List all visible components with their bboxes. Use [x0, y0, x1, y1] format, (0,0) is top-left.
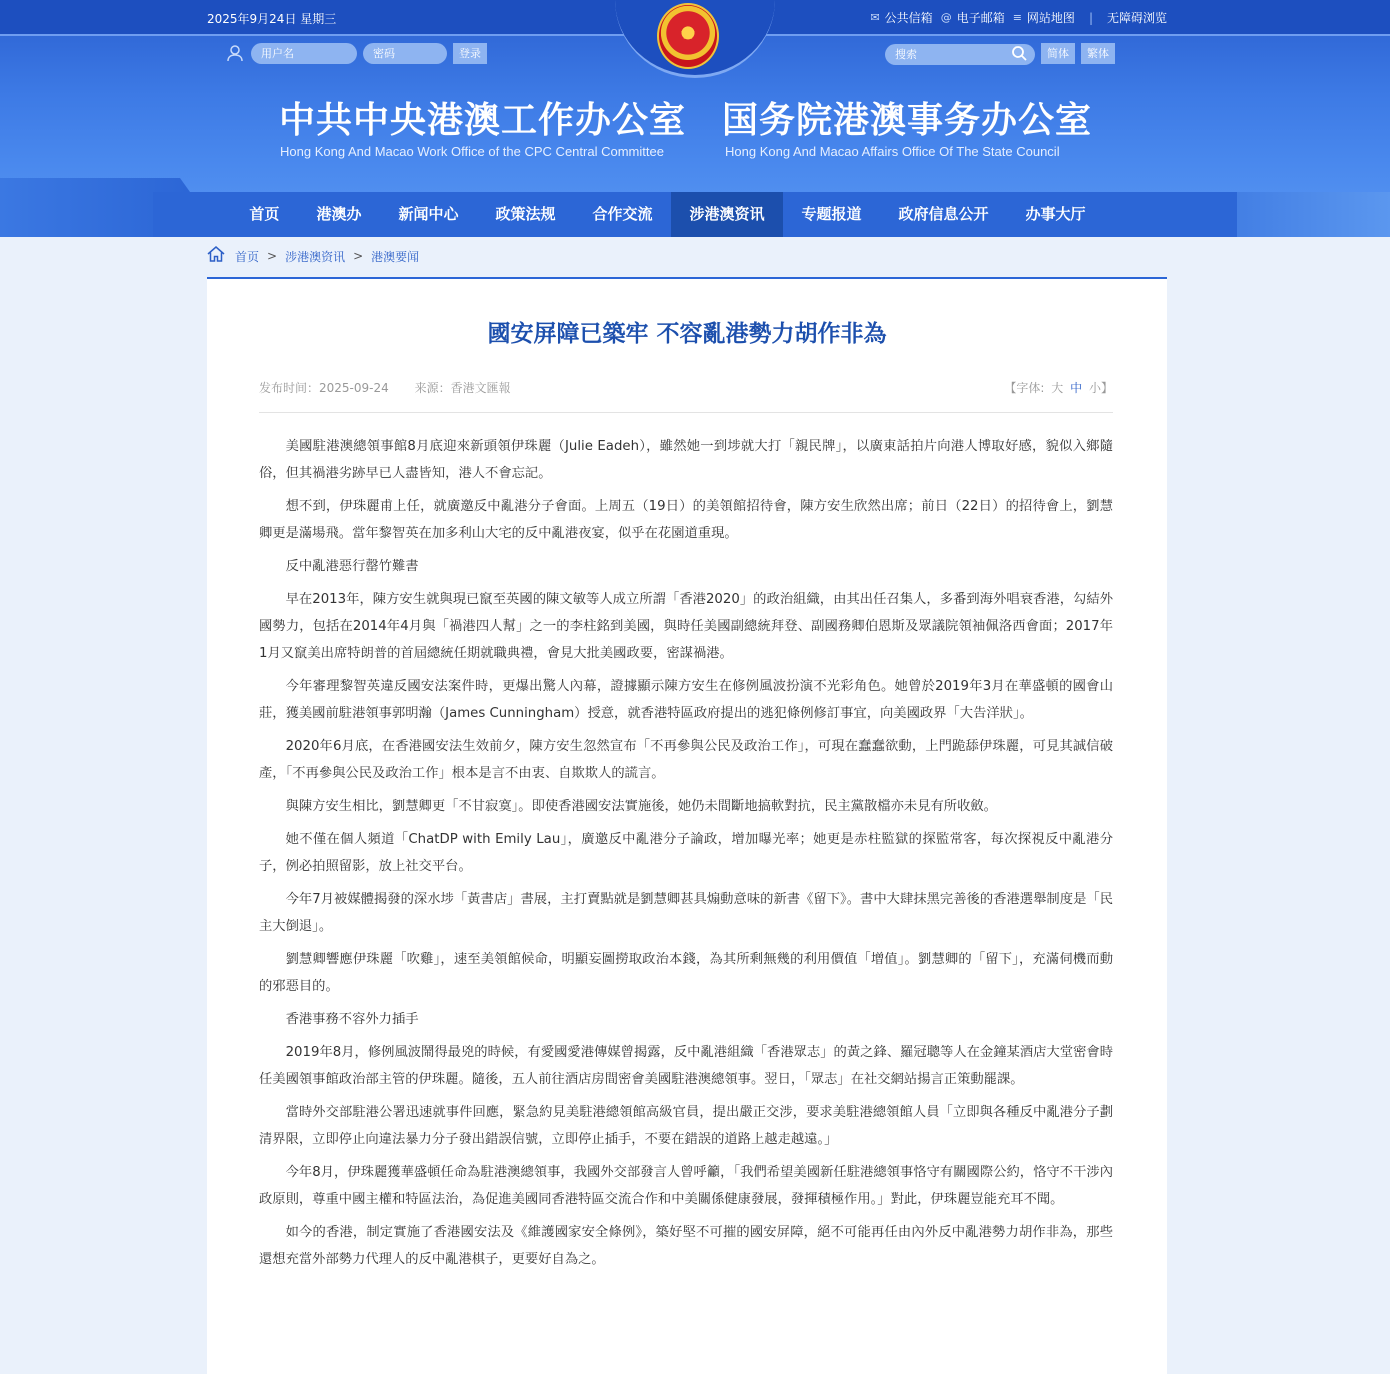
nav-item-policy[interactable]: 政策法规 [495, 205, 556, 223]
top-link-label: 公共信箱 [884, 11, 933, 25]
site-header [0, 0, 1390, 237]
mail-icon: ✉ [870, 11, 880, 24]
article-paragraph: 今年7月被媒體揭發的深水埗「黃書店」書展，主打賣點就是劉慧卿甚具煽動意味的新書《留下》。書中大肆抹黑完善後的香港選舉制度是「民主大倒退」。 [259, 892, 1113, 934]
main-nav [153, 192, 1237, 237]
article-paragraph: 今年審理黎智英違反國安法案件時，更爆出驚人內幕，證據顯示陳方安生在修例風波扮演不光彩角色。她曾於2019年3月在華盛頓的國會山莊，獲美國前駐港領事郭明瀚（James Cunningham）授意，就香港特區政府提出的逃犯條例修訂事宜，向美國政界「大告洋狀」。 [259, 679, 1113, 721]
breadcrumb-hkmacao-news[interactable]: 港澳要闻 [371, 249, 420, 264]
font-size-label: 【字体: [1004, 381, 1045, 395]
nav-item-service-hall[interactable]: 办事大厅 [1025, 205, 1086, 223]
font-size-small[interactable]: 小 [1088, 381, 1101, 395]
article-paragraph: 美國駐港澳總領事館8月底迎來新頭領伊珠麗（Julie Eadeh），雖然她一到埗就大打「親民牌」，以廣東話拍片向港人博取好感，貌似入鄉隨俗，但其禍港劣跡早已人盡皆知，港人不會忘記。 [259, 439, 1113, 481]
top-link-label: 无障碍浏览 [1106, 11, 1167, 25]
top-link-divider: | [1088, 10, 1093, 25]
top-link-email[interactable] [941, 9, 1005, 26]
top-link-sitemap[interactable] [1013, 9, 1075, 26]
national-emblem: ★ [657, 3, 719, 69]
breadcrumb [207, 246, 419, 266]
office-title-left: 中共中央港澳工作办公室 [279, 100, 687, 141]
traditional-chinese-button[interactable]: 繁体 [1081, 43, 1115, 64]
office-subtitle-right: Hong Kong And Macao Affairs Office Of The State Council [725, 144, 1060, 159]
search-box [885, 43, 1035, 64]
current-date: 2025年9月24日 星期三 [207, 12, 337, 26]
article-paragraph: 今年8月，伊珠麗獲華盛頓任命為駐港澳總領事，我國外交部發言人曾呼籲，「我們希望美國新任駐港總領事恪守有關國際公約，恪守不干涉內政原則，尊重中國主權和特區法治，為促進美國同香港特區交流合作和中美關係健康發展，發揮積極作用。」對此，伊珠麗豈能充耳不聞。 [259, 1165, 1113, 1207]
search-area [885, 43, 1115, 64]
nav-item-cooperation[interactable]: 合作交流 [592, 205, 653, 223]
nav-item-news[interactable]: 新闻中心 [398, 205, 459, 223]
top-link-label: 电子邮箱 [956, 11, 1005, 25]
top-link-label: 网站地图 [1026, 11, 1075, 25]
article-paragraph: 早在2013年，陳方安生就與現已竄至英國的陳文敏等人成立所謂「香港2020」的政治組織，由其出任召集人，多番到海外唱衰香港，勾結外國勢力，包括在2014年4月與「禍港四人幫」之一的李柱銘到美國，與時任美國副總統拜登、副國務卿伯恩斯及眾議院領袖佩洛西會面；2017年1月又竄美出席特朗普的首屆總統任期就職典禮，會見大批美國政要，密謀禍港。 [259, 592, 1113, 661]
search-icon[interactable] [1011, 45, 1027, 61]
top-link-accessibility[interactable] [1107, 9, 1167, 26]
font-size-large[interactable]: 大 [1051, 381, 1064, 395]
article-paragraph: 想不到，伊珠麗甫上任，就廣邀反中亂港分子會面。上周五（19日）的美領館招待會，陳方安生欣然出席；前日（22日）的招待會上，劉慧卿更是滿場飛。當年黎智英在加多利山大宅的反中亂港夜宴，似乎在花園道重現。 [259, 499, 1113, 541]
login-form [225, 43, 487, 64]
password-input[interactable] [363, 43, 447, 64]
article-meta [259, 379, 1113, 396]
article-title: 國安屏障已築牢 不容亂港勢力胡作非為 [487, 321, 887, 347]
article-subheading: 反中亂港惡行罄竹難書 [285, 559, 419, 574]
nav-item-hkmao[interactable]: 港澳办 [316, 205, 362, 223]
nav-item-hkmacao-info[interactable]: 涉港澳资讯 [671, 192, 783, 237]
article-paragraph: 2020年6月底，在香港國安法生效前夕，陳方安生忽然宣布「不再參與公民及政治工作」，可現在蠢蠢欲動，上門跪舔伊珠麗，可見其誠信破產，「不再參與公民及政治工作」根本是言不由衷、自欺欺人的謊言。 [259, 739, 1113, 781]
breadcrumb-hkmacao-info[interactable]: 涉港澳资讯 [285, 249, 346, 264]
article-paragraph: 她不僅在個人頻道「ChatDP with Emily Lau」，廣邀反中亂港分子論政，增加曝光率；她更是赤柱監獄的探監常客，每次探視反中亂港分子，例必拍照留影，放上社交平台。 [259, 832, 1113, 874]
breadcrumb-separator: > [353, 249, 364, 263]
top-links [870, 9, 1167, 26]
article-panel [207, 277, 1167, 1374]
article-paragraph: 劉慧卿響應伊珠麗「吹雞」，速至美領館候命，明顯妄圖撈取政治本錢，為其所剩無幾的利用價值「增值」。劉慧卿的「留下」，充滿伺機而動的邪惡目的。 [259, 952, 1113, 994]
publish-time: 发布时间：2025-09-24 [259, 381, 389, 395]
article-subheading: 香港事務不容外力插手 [285, 1012, 419, 1027]
simplified-chinese-button[interactable]: 简体 [1041, 43, 1075, 64]
font-size-close: 】 [1100, 381, 1113, 395]
login-button[interactable]: 登录 [453, 43, 487, 64]
article-paragraph: 當時外交部駐港公署迅速就事件回應，緊急約見美駐港總領館高級官員，提出嚴正交涉，要求美駐港總領館人員「立即與各種反中亂港分子劃清界限，立即停止向違法暴力分子發出錯誤信號，立即停止插手，不要在錯誤的道路上越走越遠。」 [259, 1105, 1113, 1147]
article-paragraph: 與陳方安生相比，劉慧卿更「不甘寂寞」。即使香港國安法實施後，她仍未間斷地搞軟對抗，民主黨散檔亦未見有所收斂。 [285, 799, 997, 814]
office-subtitle-left: Hong Kong And Macao Work Office of the CPC Central Committee [280, 144, 664, 159]
breadcrumb-separator: > [267, 249, 278, 263]
top-link-public-mailbox[interactable] [870, 9, 932, 26]
home-icon [207, 246, 225, 266]
office-title-right: 国务院港澳事务办公室 [722, 100, 1093, 141]
article-paragraph: 如今的香港，制定實施了香港國安法及《維護國家安全條例》，築好堅不可摧的國安屏障，絕不可能再任由內外反中亂港勢力胡作非為，那些還想充當外部勢力代理人的反中亂港棋子，更要好自為之。 [259, 1225, 1113, 1267]
at-icon: @ [940, 11, 952, 24]
username-input[interactable] [251, 43, 357, 64]
nav-item-special-reports[interactable]: 专题报道 [801, 205, 862, 223]
user-icon [225, 44, 245, 64]
meta-divider [259, 412, 1113, 413]
article-body [259, 433, 1113, 1279]
breadcrumb-home[interactable]: 首页 [235, 249, 260, 264]
nav-item-gov-info[interactable]: 政府信息公开 [898, 205, 989, 223]
article-paragraph: 2019年8月，修例風波鬧得最兇的時候，有愛國愛港傳媒曾揭露，反中亂港組織「香港眾志」的黃之鋒、羅冠聰等人在金鐘某酒店大堂密會時任美國領事館政治部主管的伊珠麗。隨後，五人前往酒店房間密會美國駐港澳總領事。翌日，「眾志」在社交網站揚言正策動罷課。 [259, 1045, 1113, 1087]
font-size-medium[interactable]: 中 [1070, 381, 1083, 395]
nav-item-home[interactable]: 首页 [249, 205, 280, 223]
article-source: 来源：香港文匯報 [414, 381, 511, 395]
font-size-switcher [1004, 379, 1113, 396]
list-icon: ≡ [1012, 11, 1022, 24]
